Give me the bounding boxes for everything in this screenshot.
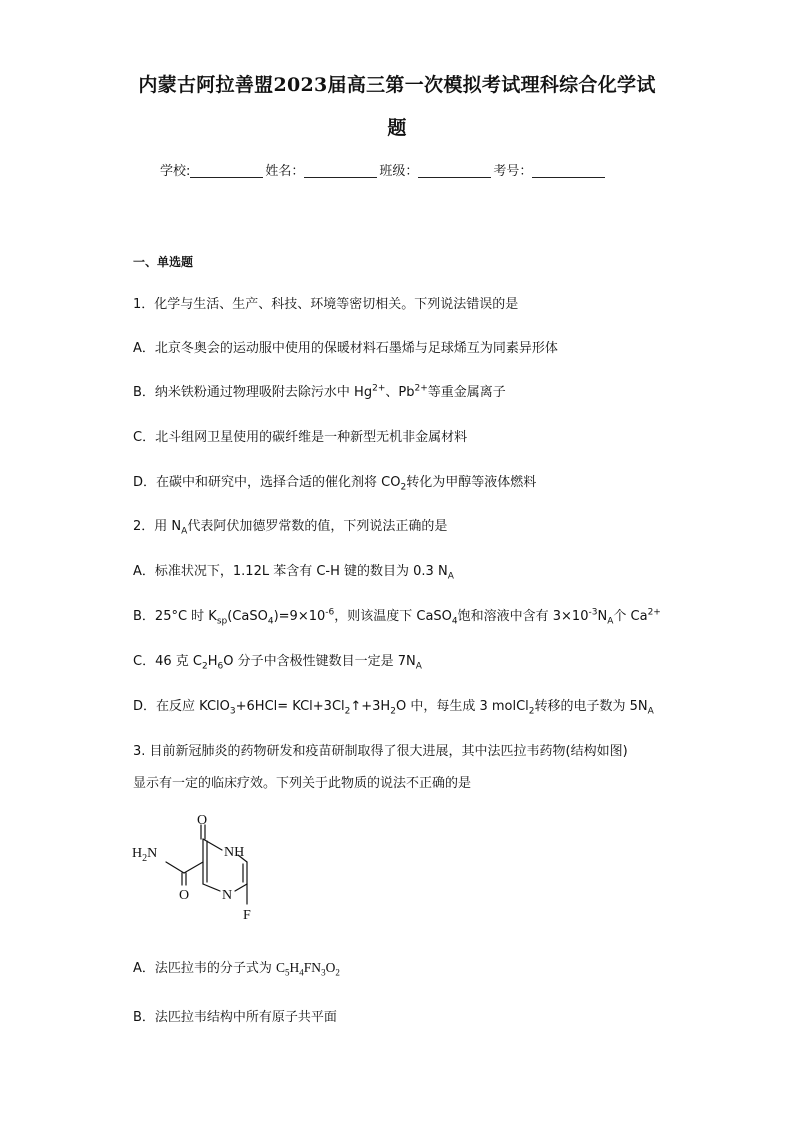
student-info-row [160, 160, 607, 179]
q1-option-a: A．北京冬奥会的运动服中使用的保暖材料石墨烯与足球烯互为同素异形体 [133, 341, 558, 356]
exam-title-line2: 题 [387, 117, 407, 139]
bond-c3-n4 [203, 839, 222, 850]
name-blank[interactable] [304, 165, 377, 178]
atom-o-top: O [197, 813, 208, 828]
q2-option-c: C．46 克 $C_2H_6O$ 分子中含极性键数目一定是 $7N_A$ [133, 654, 422, 672]
q1-option-d: D．在碳中和研究中，选择合适的催化剂将 $CO_2$转化为甲醇等液体燃料 [133, 475, 537, 493]
section-heading: 一、单选题 [133, 255, 194, 269]
atom-o-bottom: O [179, 888, 190, 903]
school-label: 学校: [160, 164, 191, 179]
exam-number-blank[interactable] [532, 165, 605, 178]
q2-stem: 2．用 $N_A$代表阿伏加德罗常数的值，下列说法正确的是 [133, 519, 448, 537]
q3-stem-line1: 3. 目前新冠肺炎的药物研发和疫苗研制取得了很大进展，其中法匹拉韦药物(结构如图) [133, 744, 628, 759]
bond-c6-n1 [235, 884, 247, 891]
q3-stem-line2: 显示有一定的临床疗效。下列关于此物质的说法不正确的是 [133, 776, 472, 791]
q2-option-a: A．标准状况下，1.12L 苯含有 C-H 键的数目为 0.3 $N_A$ [133, 564, 454, 582]
q1-option-b: B．纳米铁粉通过物理吸附去除污水中 $Hg^{2+}$、$Pb^{2+}$等重金属离子 [133, 383, 506, 400]
exam-title-line1: 内蒙古阿拉善盟2023届高三第一次模拟考试理科综合化学试 [138, 74, 656, 96]
name-label: 姓名： [265, 164, 305, 179]
atom-n: N [222, 888, 233, 903]
q1-option-c: C．北斗组网卫星使用的碳纤维是一种新型无机非金属材料 [133, 430, 468, 445]
atom-h2n: $H_2N$ [132, 846, 158, 864]
favipiravir-structure [128, 812, 268, 924]
q2-option-d: D．在反应 KClO$_3$+6HCl= $KCl+3Cl_2↑+3H_2O$ 中，每生成 3 molCl$_2$转移的电子数为 $5N_A$ [133, 699, 654, 717]
q2-option-b: B．25°C 时 $K_{sp}(CaSO_4)=9\times 10^{-6}$，则该温度下 CaSO$_4$饱和溶液中含有 $3\times 10^{-3}N_A$个 $Ca^{2+}$ [133, 607, 661, 627]
q3-option-a: A．法匹拉韦的分子式为 $C_5H_4FN_3O_2$ [133, 960, 340, 978]
q1-stem: 1．化学与生活、生产、科技、环境等密切相关。下列说法错误的是 [133, 297, 519, 312]
class-blank[interactable] [418, 165, 491, 178]
bond-n1-c2 [203, 884, 220, 891]
atom-nh: NH [224, 845, 245, 860]
bond-amide-n [166, 862, 184, 873]
school-blank[interactable] [190, 165, 263, 178]
exam-number-label: 考号： [493, 164, 533, 179]
bond-ring-amide [184, 862, 203, 873]
class-label: 班级： [379, 164, 419, 179]
q3-option-b: B．法匹拉韦结构中所有原子共平面 [133, 1010, 337, 1025]
atom-f: F [243, 908, 251, 923]
